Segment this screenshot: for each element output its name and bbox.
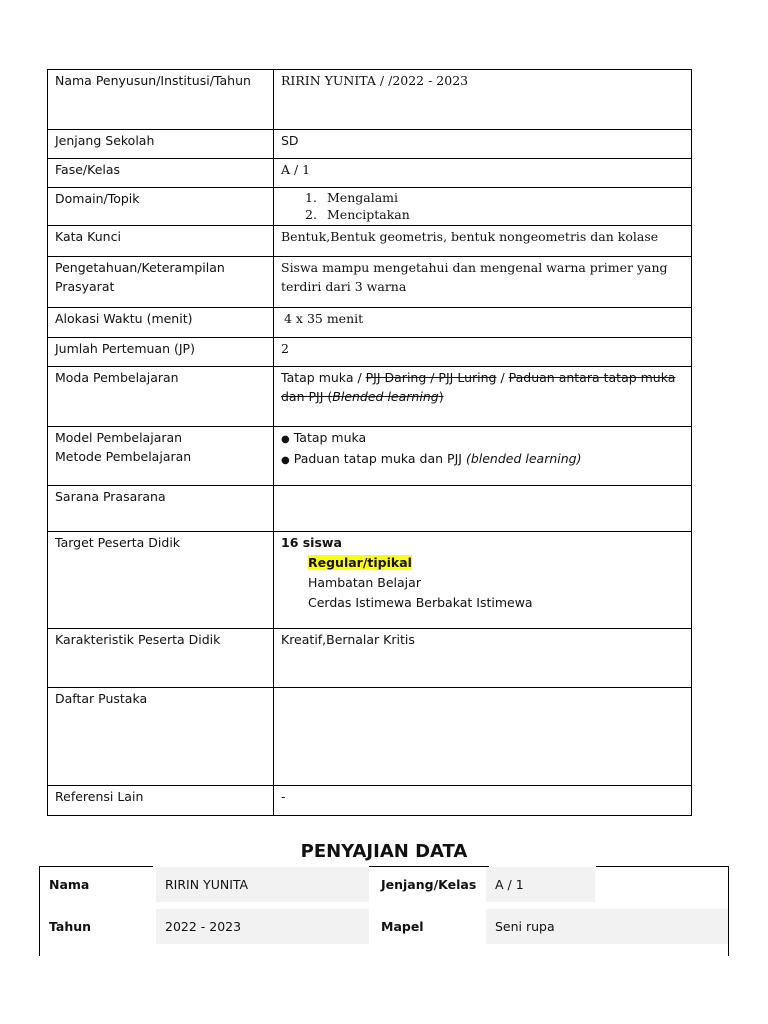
list-item: 2. Menciptakan	[305, 207, 410, 222]
row-label-fase: Fase/Kelas	[48, 159, 274, 188]
row-label-pustaka: Daftar Pustaka	[48, 688, 274, 786]
row-label-karakteristik: Karakteristik Peserta Didik	[48, 629, 274, 688]
bullet-icon: ●	[281, 455, 290, 466]
row-value-jumlah: 2	[274, 338, 692, 367]
nama-label: Nama	[49, 877, 90, 892]
table-row	[48, 188, 692, 226]
penyajian-data-box	[39, 866, 729, 956]
checkbox-icon	[284, 595, 300, 609]
row-value-fase: A / 1	[274, 159, 692, 188]
row-value-kata-kunci: Bentuk,Bentuk geometris, bentuk nongeometris dan kolase	[274, 226, 692, 257]
row-value-penyusun: RIRIN YUNITA / /2022 - 2023	[274, 70, 692, 130]
table-row	[48, 786, 692, 816]
row-label-referensi: Referensi Lain	[48, 786, 274, 816]
list-item: Hambatan Belajar	[281, 573, 684, 593]
checkbox-icon	[284, 555, 300, 569]
row-value-model: ● Tatap muka ● Paduan tatap muka dan PJJ (blended learning)	[274, 427, 692, 486]
table-row	[48, 308, 692, 338]
table-row	[48, 130, 692, 159]
row-label-sarana: Sarana Prasarana	[48, 486, 274, 532]
row-label-alokasi: Alokasi Waktu (menit)	[48, 308, 274, 338]
row-value-prasyarat: Siswa mampu mengetahui dan mengenal warna primer yang terdiri dari 3 warna	[274, 257, 692, 308]
table-row	[48, 367, 692, 427]
jenjang-value: A / 1	[486, 867, 595, 902]
row-label-jumlah: Jumlah Pertemuan (JP)	[48, 338, 274, 367]
table-row	[48, 532, 692, 629]
section-title: PENYAJIAN DATA	[300, 841, 468, 862]
row-value-domain	[274, 188, 692, 226]
student-count: 16 siswa	[281, 535, 342, 550]
jenjang-label: Jenjang/Kelas	[381, 877, 477, 892]
mapel-value: Seni rupa	[486, 909, 728, 944]
table-row	[48, 257, 692, 308]
row-label-prasyarat: Pengetahuan/Keterampilan Prasyarat	[48, 257, 274, 308]
table-row	[48, 70, 692, 130]
bullet-icon: ●	[281, 434, 290, 445]
table-row	[48, 427, 692, 486]
table-row	[48, 338, 692, 367]
table-row	[48, 226, 692, 257]
row-value-jenjang: SD	[274, 130, 692, 159]
row-label-model: Model Pembelajaran Metode Pembelajaran	[48, 427, 274, 486]
row-label-penyusun: Nama Penyusun/Institusi/Tahun	[48, 70, 274, 130]
row-value-referensi: -	[274, 786, 692, 816]
list-item: Cerdas Istimewa Berbakat Istimewa	[281, 593, 684, 613]
row-label-moda: Moda Pembelajaran	[48, 367, 274, 427]
tahun-value: 2022 - 2023	[156, 909, 369, 944]
table-row	[48, 688, 692, 786]
checkbox-icon	[284, 575, 300, 589]
info-table	[47, 69, 692, 816]
nama-value: RIRIN YUNITA	[156, 867, 369, 902]
divider	[596, 866, 728, 867]
row-value-pustaka	[274, 688, 692, 786]
row-value-alokasi: 4 x 35 menit	[274, 308, 692, 338]
list-item: Regular/tipikal	[281, 553, 684, 573]
table-row	[48, 629, 692, 688]
row-label-domain: Domain/Topik	[48, 188, 274, 226]
mapel-label: Mapel	[381, 919, 424, 934]
row-label-kata-kunci: Kata Kunci	[48, 226, 274, 257]
row-value-karakteristik: Kreatif,Bernalar Kritis	[274, 629, 692, 688]
row-value-sarana	[274, 486, 692, 532]
row-label-jenjang: Jenjang Sekolah	[48, 130, 274, 159]
table-row	[48, 159, 692, 188]
row-value-moda: Tatap muka / PJJ Daring / PJJ Luring / Paduan antara tatap muka dan PJJ (Blended learning)	[274, 367, 692, 427]
table-row	[48, 486, 692, 532]
row-value-target	[274, 532, 692, 629]
tahun-label: Tahun	[49, 919, 92, 934]
row-label-target: Target Peserta Didik	[48, 532, 274, 629]
list-item: 1. Mengalami	[305, 190, 399, 205]
